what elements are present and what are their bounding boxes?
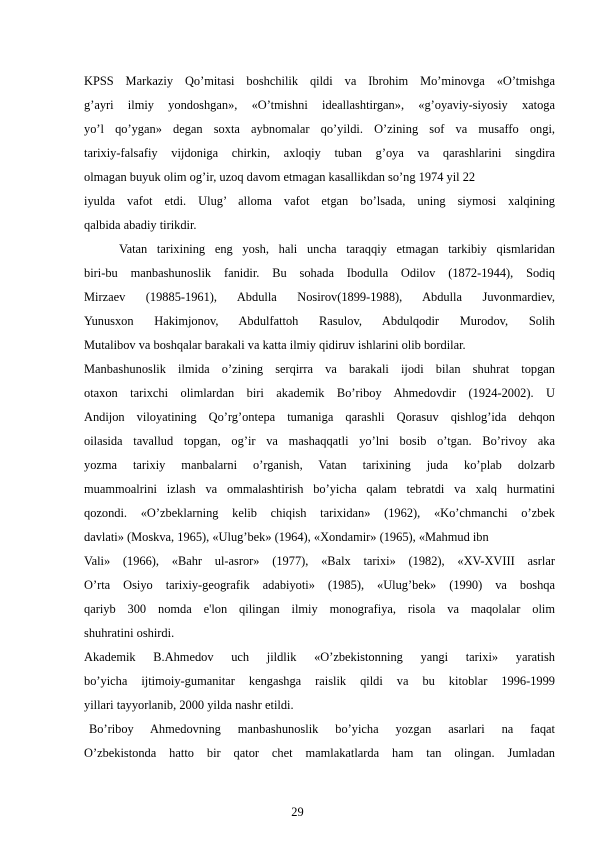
- text-line: KPSS Markaziy Qo’mitasi boshchilik qildi va Ibrohim Mo’minovga «O’tmishga: [84, 74, 555, 88]
- text-line: tarixiy-falsafiy vijdoniga chirkin, axloqiy tuban g’oya va qarashlarini singdira: [84, 146, 555, 160]
- text-line: muammoalrini izlash va ommalashtirish bo’yicha qalam tebratdi va xalq hurmatini: [84, 482, 555, 496]
- text-line: Akademik B.Ahmedov uch jildlik «O’zbekistonning yangi tarixi» yaratish: [84, 650, 555, 664]
- text-line: Andijon viloyatining Qo’rg’ontepa tumaniga qarashli Qorasuv qishlog’ida dehqon: [84, 410, 555, 424]
- text-line: olmagan buyuk olim og’ir, uzoq davom etmagan kasallikdan so’ng 1974 yil 22: [84, 170, 476, 184]
- text-line: qalbida abadiy tirikdir.: [84, 218, 197, 232]
- text-line: Vatan tarixining eng yosh, hali uncha taraqqiy etmagan tarkibiy qismlaridan: [119, 242, 555, 256]
- text-line: Manbashunoslik ilmida o’zining serqirra va barakali ijodi bilan shuhrat topgan: [84, 362, 555, 376]
- text-line: bo’yicha ijtimoiy-gumanitar kengashga raislik qildi va bu kitoblar 1996-1999: [84, 674, 555, 688]
- text-line: g’ayri ilmiy yondoshgan», «O’tmishni ideallashtirgan», «g’oyaviy-siyosiy xatoga: [84, 98, 555, 112]
- text-line: Bo’riboy Ahmedovning manbashunoslik bo’yicha yozgan asarlari na faqat: [89, 722, 555, 736]
- text-line: otaxon tarixchi olimlardan biri akademik Bo’riboy Ahmedovdir (1924-2002). U: [84, 386, 555, 400]
- text-line: davlati» (Moskva, 1965), «Ulug’bek» (1964), «Xondamir» (1965), «Mahmud ibn: [84, 530, 489, 544]
- text-line: oilasida tavallud topgan, og’ir va mashaqqatli yo’lni bosib o’tgan. Bo’rivoy aka: [84, 434, 555, 448]
- text-line: O’rta Osiyo tarixiy-geografik adabiyoti» (1985), «Ulug’bek» (1990) va boshqa: [84, 578, 555, 592]
- text-line: biri-bu manbashunoslik fanidir. Bu sohada Ibodulla Odilov (1872-1944), Sodiq: [84, 266, 555, 280]
- page-number: 29: [291, 805, 304, 819]
- text-line: Yunusxon Hakimjonov, Abdulfattoh Rasulov, Abdulqodir Murodov, Solih: [84, 314, 555, 328]
- text-line: shuhratini oshirdi.: [84, 626, 175, 640]
- text-line: Vali» (1966), «Bahr ul-asror» (1977), «Balx tarixi» (1982), «XV-XVIII asrlar: [84, 554, 555, 568]
- text-line: qariyb 300 nomda e'lon qilingan ilmiy monografiya, risola va maqolalar olim: [84, 602, 555, 616]
- text-line: Mirzaev (19885-1961), Abdulla Nosirov(1899-1988), Abdulla Juvonmardiev,: [84, 290, 555, 304]
- text-line: yillari tayyorlanib, 2000 yilda nashr etildi.: [84, 698, 294, 712]
- text-line: Mutalibov va boshqalar barakali va katta ilmiy qidiruv ishlarini olib bordilar.: [84, 338, 466, 352]
- text-line: yozma tarixiy manbalarni o’rganish, Vatan tarixining juda ko’plab dolzarb: [84, 458, 555, 472]
- text-line: qozondi. «O’zbeklarning kelib chiqish tarixidan» (1962), «Ko’chmanchi o’zbek: [84, 506, 555, 520]
- text-line: yo’l qo’ygan» degan soxta aybnomalar qo’yildi. O’zining sof va musaffo ongi,: [84, 122, 555, 136]
- text-line: O’zbekistonda hatto bir qator chet mamlakatlarda ham tan olingan. Jumladan: [84, 746, 555, 760]
- text-line: iyulda vafot etdi. Ulug’ alloma vafot etgan bo’lsada, uning siymosi xalqining: [84, 194, 555, 208]
